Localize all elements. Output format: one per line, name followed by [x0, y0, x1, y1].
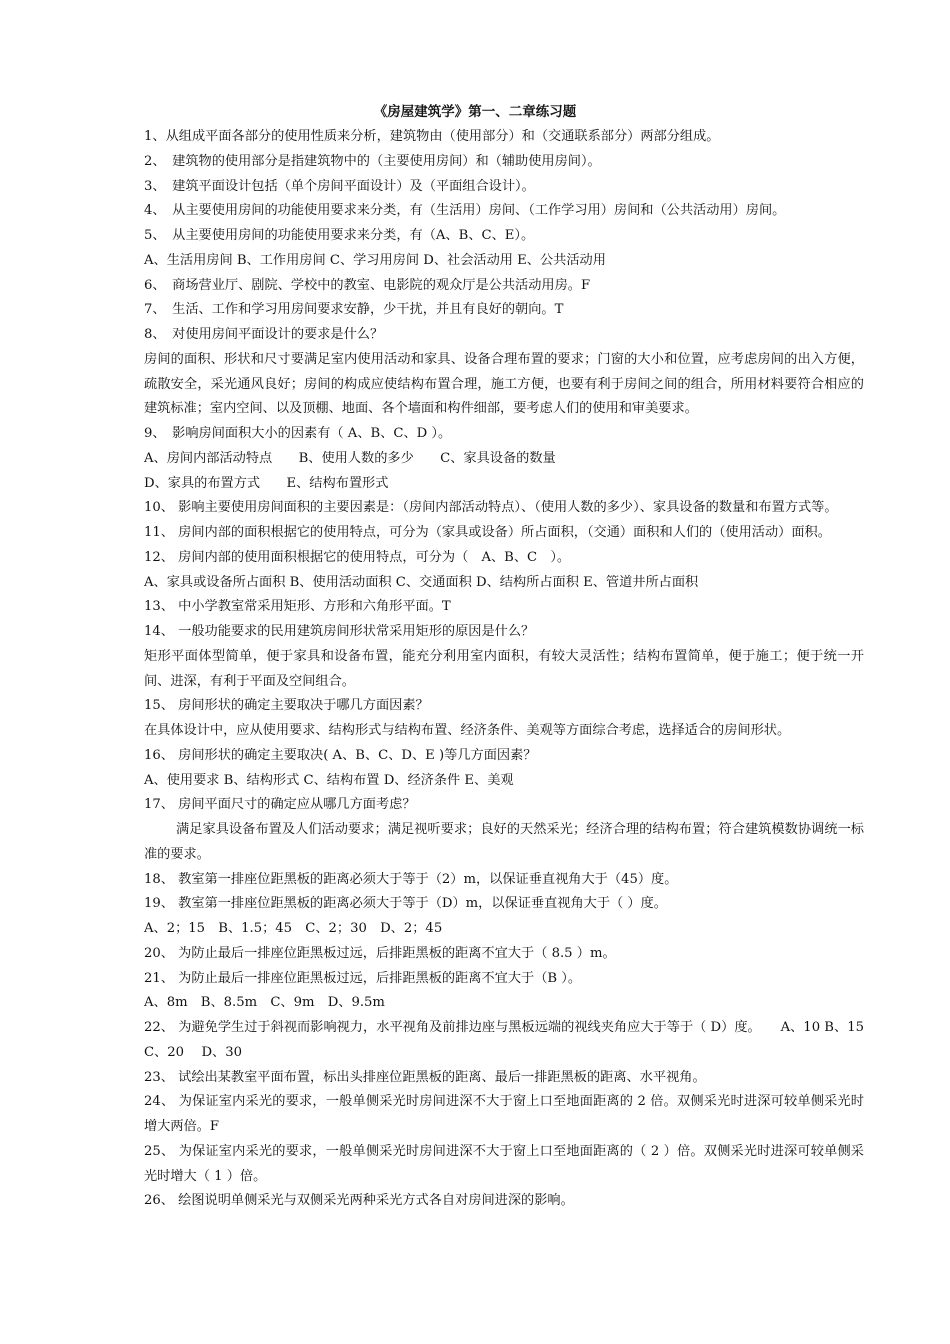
text-line: 13、 中小学教室常采用矩形、方形和六角形平面。T	[144, 599, 451, 615]
text-line: A、2；15 B、1.5；45 C、2；30 D、2；45	[144, 921, 443, 936]
text-line: 11、 房间内部的面积根据它的使用特点，可分为（家具或设备）所占面积，（交通）面积和人们的（使用活动）面积。	[144, 525, 831, 540]
text-line: 18、 教室第一排座位距黑板的距离必须大于等于（2）m，以保证垂直视角大于（45）度。	[144, 871, 678, 887]
text-line: 20、 为防止最后一排座位距黑板过远，后排距黑板的距离不宜大于（ 8.5 ）m。	[144, 945, 616, 961]
document-title: 《房屋建筑学》第一、二章练习题	[373, 104, 577, 120]
text-line: 25、 为保证室内采光的要求，一般单侧采光时房间进深不大于窗上口至地面距离的（ 2 ）倍。双侧采光时进深可较单侧采光时增大（ 1 ）倍。	[144, 1143, 864, 1184]
text-line: A、生活用房间 B、工作用房间 C、学习用房间 D、社会活动用 E、公共活动用	[144, 252, 606, 268]
document-body	[144, 125, 878, 1214]
text-line: 在具体设计中，应从使用要求、结构形式与结构布置、经济条件、美观等方面综合考虑，选择适合的房间形状。	[144, 723, 791, 738]
text-line: 9、 影响房间面积大小的因素有（ A、B、C、D ）。	[144, 426, 452, 441]
text-line: 矩形平面体型简单，便于家具和设备布置，能充分利用室内面积，有较大灵活性；结构布置简单，便于施工；便于统一开间、进深，有利于平面及空间组合。	[144, 648, 864, 689]
text-line: D、家具的布置方式 E、结构布置形式	[144, 475, 389, 491]
text-line: 满足家具设备布置及人们活动要求；满足视听要求；良好的天然采光；经济合理的结构布置；符合建筑模数协调统一标准的要求。	[144, 822, 864, 862]
text-line: 3、 建筑平面设计包括（单个房间平面设计）及（平面组合设计）。	[144, 178, 535, 194]
text-line: 23、 试绘出某教室平面布置，标出头排座位距黑板的距离、最后一排距黑板的距离、水平视角。	[144, 1069, 706, 1085]
text-line: A、使用要求 B、结构形式 C、结构布置 D、经济条件 E、美观	[144, 772, 514, 788]
text-line: 房间的面积、形状和尺寸要满足室内使用活动和家具、设备合理布置的要求；门窗的大小和位置，应考虑房间的出入方便，疏散安全，采光通风良好；房间的构成应使结构布置合理，施工方便，也要有利于房间之间的组合，所用材料要符合相应的建筑标准；室内空间、以及顶棚、地面、各个墙面和构件细部，要考虑人们的使用和审美要求。	[144, 351, 864, 417]
text-line: 22、 为避免学生过于斜视而影响视力，水平视角及前排边座与黑板远端的视线夹角应大于等于（ D）度。 A、10 B、15 C、20 D、30	[144, 1020, 878, 1060]
text-line: 4、 从主要使用房间的功能使用要求来分类，有（生活用）房间、（工作学习用）房间和（公共活动用）房间。	[144, 203, 786, 219]
text-line: 2、 建筑物的使用部分是指建筑物中的（主要使用房间）和（辅助使用房间）。	[144, 153, 601, 169]
text-line: 8、 对使用房间平面设计的要求是什么？	[144, 327, 384, 342]
text-line: 1、从组成平面各部分的使用性质来分析，建筑物由（使用部分）和（交通联系部分）两部分组成。	[144, 129, 720, 144]
text-line: 7、 生活、工作和学习用房间要求安静，少干扰，并且有良好的朝向。T	[144, 302, 564, 318]
text-line: A、家具或设备所占面积 B、使用活动面积 C、交通面积 D、结构所占面积 E、管道井所占面积	[144, 574, 699, 590]
text-line: A、8m B、8.5m C、9m D、9.5m	[144, 995, 385, 1011]
text-line: 14、 一般功能要求的民用建筑房间形状常采用矩形的原因是什么？	[144, 624, 535, 639]
text-line: 6、 商场营业厅、剧院、学校中的教室、电影院的观众厅是公共活动用房。F	[144, 277, 591, 293]
text-line: 5、 从主要使用房间的功能使用要求来分类，有（A、B、C、E）。	[144, 228, 535, 243]
text-line: 16、 房间形状的确定主要取决( A、B、C、D、E )等几方面因素？	[144, 747, 537, 763]
text-line: 24、 为保证室内采光的要求，一般单侧采光时房间进深不大于窗上口至地面距离的 2 倍。双侧采光时进深可较单侧采光时增大两倍。F	[144, 1094, 864, 1134]
text-line: 26、 绘图说明单侧采光与双侧采光两种采光方式各自对房间进深的影响。	[144, 1193, 574, 1209]
text-line: 12、 房间内部的使用面积根据它的使用特点，可分为（ A、B、C ）。	[144, 549, 571, 565]
text-line: A、房间内部活动特点 B、使用人数的多少 C、家具设备的数量	[144, 450, 556, 466]
text-line: 10、 影响主要使用房间面积的主要因素是：（房间内部活动特点）、（使用人数的多少）、家具设备的数量和布置方式等。	[144, 500, 838, 516]
text-line: 15、 房间形状的确定主要取决于哪几方面因素？	[144, 698, 429, 714]
text-line: 21、 为防止最后一排座位距黑板过远，后排距黑板的距离不宜大于（B ）。	[144, 970, 582, 986]
text-line: 19、 教室第一排座位距黑板的距离必须大于等于（D）m，以保证垂直视角大于（ ）度。	[144, 896, 667, 912]
text-line: 17、 房间平面尺寸的确定应从哪几方面考虑？	[144, 797, 416, 813]
